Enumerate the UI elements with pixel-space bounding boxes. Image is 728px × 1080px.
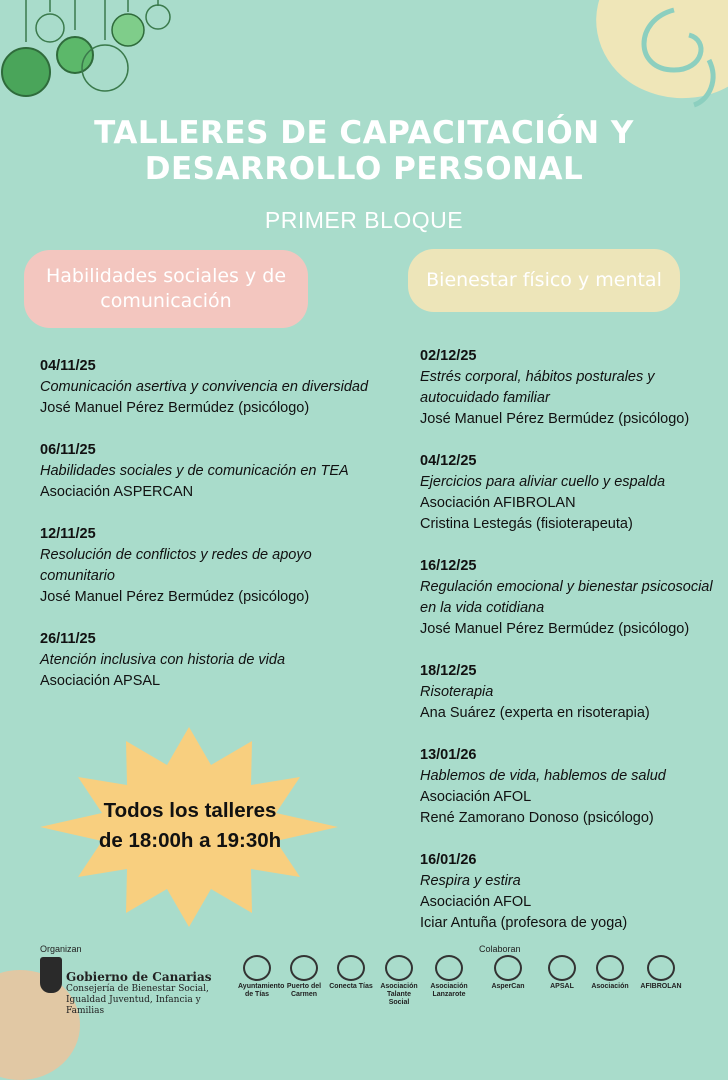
emblem-icon xyxy=(290,955,318,981)
logo-label: AFIBROLAN xyxy=(640,983,682,990)
event-item xyxy=(420,346,720,430)
event-speaker: Ana Suárez (experta en risoterapia) xyxy=(420,705,650,721)
schedule-text xyxy=(40,796,340,856)
event-date: 16/12/25 xyxy=(420,558,477,574)
section-pill-wellbeing xyxy=(408,249,680,312)
colaboran-label: Colaboran xyxy=(479,944,521,954)
logo-label: Conecta Tías xyxy=(329,983,373,990)
event-date: 02/12/25 xyxy=(420,348,477,364)
subtitle: PRIMER BLOQUE xyxy=(264,207,464,233)
heart-icon xyxy=(647,955,675,981)
event-topic: Atención inclusiva con historia de vida xyxy=(40,652,286,668)
event-item xyxy=(420,556,720,640)
event-date: 26/11/25 xyxy=(40,631,96,647)
page-title xyxy=(0,115,728,187)
event-topic: Habilidades sociales y de comunicación en TEA xyxy=(40,463,349,479)
event-item xyxy=(420,451,720,535)
schedule-line-1: Todos los talleres xyxy=(103,799,277,822)
event-speaker: René Zamorano Donoso (psicólogo) xyxy=(420,810,654,826)
light-bulbs-illustration xyxy=(0,0,180,100)
crest-icon xyxy=(243,955,271,981)
event-topic: Regulación emocional y bienestar psicosocial en la vida cotidiana xyxy=(420,579,713,616)
logo-label: Puerto del Carmen xyxy=(286,983,322,998)
event-speaker: Iciar Antuña (profesora de yoga) xyxy=(420,915,628,931)
event-date: 16/01/26 xyxy=(420,852,477,868)
gobierno-canarias-crest-icon xyxy=(40,957,62,993)
event-item xyxy=(40,524,380,608)
section-title-right: Bienestar físico y mental xyxy=(426,269,662,291)
logo-label: Asociación Talante Social xyxy=(380,983,418,1006)
title-line-2: DESARROLLO PERSONAL xyxy=(144,151,584,187)
logo-label: Asociación Lanzarote xyxy=(430,983,468,998)
tree-icon xyxy=(435,955,463,981)
event-item xyxy=(40,629,380,692)
logo-talante-social xyxy=(378,955,420,1007)
section-title-line-1: Habilidades sociales y de xyxy=(45,265,287,287)
event-topic: Comunicación asertiva y convivencia en diversidad xyxy=(40,379,369,395)
logo-label: APSAL xyxy=(550,983,574,990)
section-pill-social-skills xyxy=(24,250,308,328)
event-item xyxy=(420,745,720,829)
event-item xyxy=(40,356,380,419)
event-date: 04/11/25 xyxy=(40,358,96,374)
logo-label: AsperCan xyxy=(491,983,525,990)
organizer-department: Consejería de Bienestar Social, Igualdad Juventud, Infancia y Familias xyxy=(66,984,209,1016)
people-icon xyxy=(337,955,365,981)
right-events-list xyxy=(420,346,720,955)
event-topic: Estrés corporal, hábitos posturales y autocuidado familiar xyxy=(420,369,655,406)
event-speaker: Asociación ASPERCAN xyxy=(40,484,194,500)
puzzle-icon xyxy=(494,955,522,981)
event-topic: Ejercicios para aliviar cuello y espalda xyxy=(420,474,666,490)
figure-icon xyxy=(596,955,624,981)
organizan-label: Organizan xyxy=(40,944,82,954)
event-topic: Risoterapia xyxy=(420,684,494,700)
event-topic: Resolución de conflictos y redes de apoyo comunitario xyxy=(40,547,312,584)
event-organization: Asociación AFOL xyxy=(420,894,532,910)
schedule-line-2: de 18:00h a 19:30h xyxy=(98,829,282,852)
decorative-swirl xyxy=(614,0,724,110)
section-title-line-2: comunicación xyxy=(100,290,232,312)
logo-aspercan xyxy=(480,955,536,991)
event-speaker: José Manuel Pérez Bermúdez (psicólogo) xyxy=(40,589,310,605)
event-topic: Respira y estira xyxy=(420,873,521,889)
logo-label: Ayuntamiento de Tías xyxy=(238,983,285,998)
logo-afibrolan xyxy=(636,955,686,991)
logo-puerto-carmen xyxy=(284,955,324,999)
title-line-1: TALLERES DE CAPACITACIÓN Y xyxy=(94,115,634,151)
event-item xyxy=(40,440,380,503)
logo-asociacion-lanzarote xyxy=(424,955,474,999)
organizer-name: Gobierno de Canarias xyxy=(66,970,212,984)
event-item xyxy=(420,661,720,724)
event-speaker: José Manuel Pérez Bermúdez (psicólogo) xyxy=(40,400,310,416)
event-date: 13/01/26 xyxy=(420,747,477,763)
event-date: 04/12/25 xyxy=(420,453,477,469)
event-date: 12/11/25 xyxy=(40,526,96,542)
event-speaker: Cristina Lestegás (fisioterapeuta) xyxy=(420,516,633,532)
logo-asociacion xyxy=(588,955,632,991)
event-speaker: José Manuel Pérez Bermúdez (psicólogo) xyxy=(420,621,690,637)
wave-icon xyxy=(548,955,576,981)
event-date: 06/11/25 xyxy=(40,442,96,458)
event-speaker: Asociación APSAL xyxy=(40,673,161,689)
event-organization: Asociación AFIBROLAN xyxy=(420,495,576,511)
event-topic: Hablemos de vida, hablemos de salud xyxy=(420,768,666,784)
event-item xyxy=(420,850,720,934)
left-events-list xyxy=(40,356,380,713)
heart-icon xyxy=(385,955,413,981)
event-date: 18/12/25 xyxy=(420,663,477,679)
logo-label: Asociación xyxy=(591,983,629,990)
logo-ayuntamiento-tias xyxy=(238,955,285,999)
event-speaker: José Manuel Pérez Bermúdez (psicólogo) xyxy=(420,411,690,427)
logo-apsal xyxy=(540,955,584,991)
logo-conecta-tias xyxy=(328,955,374,991)
event-organization: Asociación AFOL xyxy=(420,789,532,805)
